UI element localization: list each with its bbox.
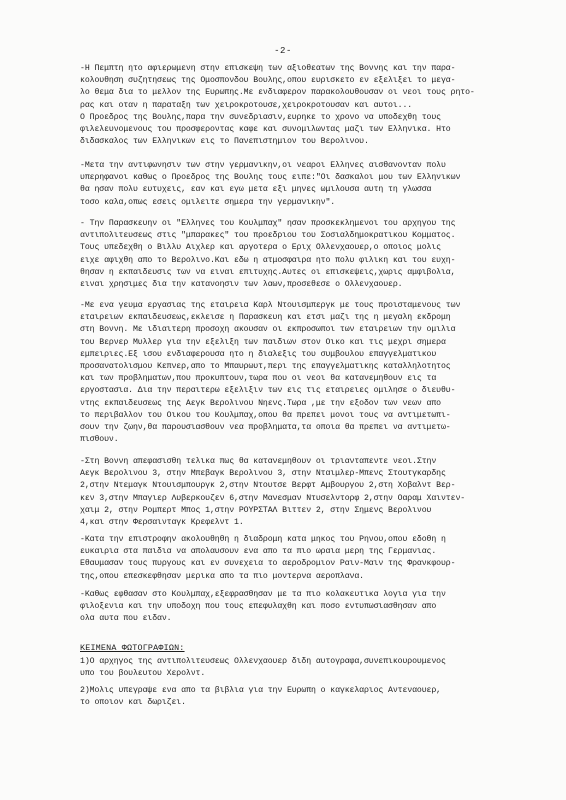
text-line: φιλελευνομενους του προσφεροντας καφε και συνομιλωντας μαζι των Ελληνικα. Ητο: [80, 124, 451, 134]
text-line: Ο Προεδρος της Βουλης,παρα την συνεδριασιν,ευρηκε το χρονο να υποδεχθη τους: [80, 112, 441, 122]
text-line: εμπειριες.Εξ ισου ενδιαφερουσα ητο η διαλεξις του συμβουλου επαγγελματικου: [80, 349, 437, 359]
page-number: -2-: [274, 46, 292, 56]
text-line: Εθαυμασαν τους πυργους και εν συνεχεια το αεροδρομιον Ραιν-Μαιν της Φρανκφουρ-: [80, 559, 456, 569]
text-line: υπερηφανοι καθως ο Προεδρος της Βουλης τους ειπε:"Οι δασκαλοι μου των Ελληνικων: [80, 173, 461, 183]
text-line: και των προβληματων,που προκυπτουν,τωρα που οι νεοι θα κατανεμηθουν εις τα: [80, 374, 437, 384]
text-line: θησαν η εκπαιδευσις των να ειναι επιτυχης.Αυτες οι επισκεψεις,χωρις αμφιβολια,: [80, 267, 456, 277]
text-line: το οποιον και δωριζει.: [80, 698, 186, 708]
paragraph-president-speech: [80, 160, 500, 209]
text-line: 2,στην Ντεμαγκ Ντουισμπουργκ 2,στην Ντουτσε Βερφτ Αμβουργου 2,στη Χοβαλντ Βερ-: [80, 481, 456, 491]
text-line: εταιρειων εκπαιδευσεως,εκλεισε η Παρασκευη και ετσι μαζι της η μεγαλη εκδρομη: [80, 313, 451, 323]
text-line: στη Βοννη. Με ιδιαιτερη προσοχη ακουσαν οι εκπροσωποι των εταιρειων την ομιλια: [80, 325, 456, 335]
text-line: - Την Παρασκευην οι "Ελληνες του Κουλμπαχ" ησαν προσκεκλημενοι του αρχηγου της: [80, 219, 456, 228]
text-line: ειχε αφιχθη απο το Βερολινο.Και εδω η ατμοσφαιρα ητο πολυ φιλικη και του ευχη-: [80, 255, 456, 265]
text-line: χαιμ 2, στην Ρομπερτ Μπος 1,στην ΡΟΥΡΣΤΑΛ Βιττεν 2, στην Σημενς Βερολινου: [80, 505, 432, 515]
text-line: κολουθηση συζητησεως της Ομοσπονδου Βουλης,οπου ευρισκετο εν εξελιξει το μεγα-: [80, 76, 456, 86]
text-line: της,οπου επεσκεφθησαν μερικα απο τα πιο μοντερνα αεροπλανα.: [80, 571, 364, 581]
text-line: 1)Ο αρχηγος της αντιπολιτευσεως Ολλενχαουερ διδη αυτογραφα,συνεπικουρουμενος: [80, 657, 446, 666]
text-line: Αεγκ Βερολινου 3, στην Μπεβαγκ Βερολινου 3, στην Νταιμλερ-Μπενς Στουτγκαρδης: [80, 469, 446, 479]
text-line: το περιβαλλον του Οικου του Κουλμπαχ,οπου θα πρεπει μονοι τους να αντιμετωπι-: [80, 410, 451, 420]
paragraph-arrival-kulmbach: [80, 589, 500, 626]
photo-caption-1: [80, 656, 500, 680]
text-line: λο θεμα δια το μελλον της Ευρωπης.Με ενδιαφερον παρακολουθουσαν οι νεοι τους ρητο-: [80, 88, 475, 98]
text-line: τοσο καλα,οπως εσεις ομιλειτε σημερα την γερμανικην".: [80, 197, 336, 207]
text-line: κεν 3,στην Μπαγιερ Λυβερκουζεν 6,στην Μανεσμαν Ντυσελντορφ 2,στην Οαραμ Χαιντεν-: [80, 493, 466, 503]
text-line: αντιπολιτευσεως στις "μπαρακες" του προεδριου του Σοσιαλδημοκρατικου Κομματος.: [80, 231, 456, 241]
text-line: φιλοξενια και την υποδοχη που τους επεφυλαχθη και ποσο εντυπωσιασθησαν απο: [80, 602, 437, 612]
text-line: προσανατολισμου Κεπνερ,απο το Μπαυρωυτ,περι της επαγγελματικης καταλληλοτητος: [80, 361, 451, 371]
text-line: σουν την ζωην,θα παρουσιασθουν νεα προβληματα,τα οποια θα πρεπει να αντιμετω-: [80, 422, 451, 432]
paragraph-weekend-visit: [80, 63, 500, 148]
text-line: υπο του βουλευτου Χερολντ.: [80, 669, 206, 679]
photo-captions-heading: ΚΕΙΜΕΝΑ ΦΩΤΟΓΡΑΦΙΩΝ:: [80, 643, 185, 653]
text-line: -Στη Βοννη απεφασισθη τελικα πως θα κατανεμηθουν οι τριανταπεντε νεοι.Στην: [80, 457, 437, 466]
text-line: -Με ενα γευμα εργασιας της εταιρεια Καρλ Ντουισμπεργκ με τους προισταμενους των: [80, 301, 461, 310]
paragraph-working-lunch: [80, 300, 500, 446]
text-line: -Η Πεμπτη ητο αφιερωμενη στην επισκεψη των αξιοθεατων της Βοννης και την παρα-: [80, 64, 456, 73]
text-line: ντης εκπαιδευσεως της Αεγκ Βερολινου Νηενς.Τωρα ,με την εξοδον των νεων απο: [80, 398, 441, 408]
text-line: του Βερνερ Μυλλερ για την εξελιξη των παιδιων στον Οικο και τις μεχρι σημερα: [80, 337, 446, 347]
text-line: πισθουν.: [80, 435, 119, 445]
text-line: 4,και στην Φερσαινταγκ Κρεφελντ 1.: [80, 517, 244, 527]
text-line: ειναι χρησιμες δια την κατανοησιν των λαων,προσεθεσε ο Ολλενχαουερ.: [80, 279, 403, 289]
text-line: ολα αυτα που ειδαν.: [80, 614, 172, 624]
text-line: Τους υπεδεχθη ο Βιλλυ Αιχλερ και αργοτερα ο Εριχ Ολλενχαουερ,ο οποιος μολις: [80, 243, 441, 253]
text-line: -Κατα την επιστροφην ακολουθηθη η διαδρομη κατα μηκος του Ρηνου,οπου εδοθη η: [80, 535, 446, 544]
paragraph-return-trip: [80, 534, 500, 583]
text-line: 2)Μολις υπεγραψε ενα απο τα βιβλια για την Ευρωπη ο καγκελαριος Αντεναουερ,: [80, 686, 441, 695]
paragraph-company-allocation: [80, 456, 500, 529]
paragraph-friday-reception: [80, 218, 500, 291]
text-line: θα ησαν πολυ ευτυχεις, εαν και εγω μετα εξι μηνες ωμιλουσα αυτη τη γλωσσα: [80, 185, 432, 195]
text-line: εργοστασια. Δια την περαιτερω εξελιξιν των εις τις εταιρειες ομιλησε ο διευθυ-: [80, 386, 456, 396]
text-line: -Μετα την αντιφωνησιν των στην γερμανικην,οι νεαροι Ελληνες αισθανονταν πολυ: [80, 161, 446, 170]
text-line: -Καθως εφθασαν στο Κουλμπαχ,εξεφρασθησαν με τα πιο κολακευτικα λογια για την: [80, 590, 446, 599]
photo-caption-2: [80, 685, 500, 709]
text-line: διδασκαλος των Ελληνικων εις το Πανεπιστημιον του Βερολινου.: [80, 137, 369, 147]
text-line: ρας και οταν η παραταξη των χειροκροτουσε,χειροκροτουσαν και αυτοι...: [80, 100, 413, 110]
text-line: ευκαιρια στα παιδια να απολαυσουν ενα απο τα πιο ωραια μερη της Γερμανιας.: [80, 547, 437, 557]
